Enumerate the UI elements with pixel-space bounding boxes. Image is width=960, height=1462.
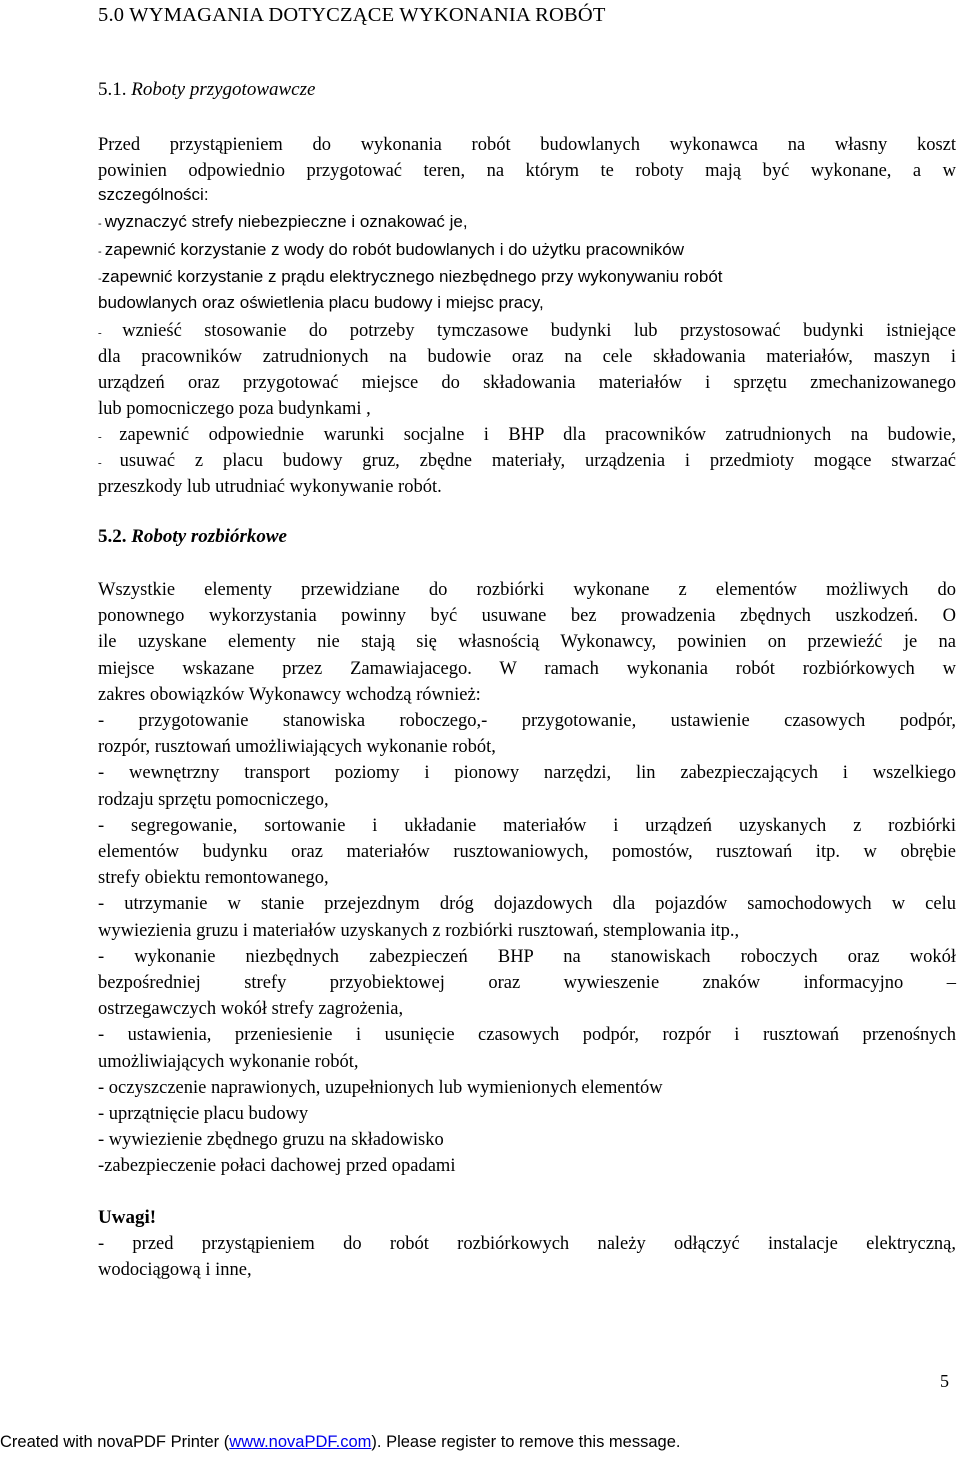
section-5-2-body (98, 577, 956, 1180)
list-item: przeszkody lub utrudniać wykonywanie robót. (98, 477, 442, 497)
footer-prefix: Created with novaPDF Printer ( (0, 1433, 230, 1451)
body-line: rozpór, rusztowań umożliwiających wykonanie robót, (98, 737, 496, 758)
body-line: - segregowanie, sortowanie i układanie materiałów i urządzeń uzyskanych z rozbiórki (98, 815, 956, 836)
body-line: zakres obowiązków Wykonawcy wchodzą również: (98, 684, 481, 705)
body-line: umożliwiających wykonanie robót, (98, 1051, 359, 1072)
section-title: Roboty przygotowawcze (131, 79, 316, 100)
body-line: ponownego wykorzystania powinny być usuwane bez prowadzenia zbędnych uszkodzeń. O (98, 606, 956, 627)
body-line: elementów budynku oraz materiałów rusztowaniowych, pomostów, rusztowań itp. w obrębie (98, 842, 956, 863)
body-line: Wszystkie elementy przewidziane do rozbiórki wykonane z elementów możliwych do (98, 580, 956, 600)
section-5-1-intro (98, 133, 956, 185)
notes-title: Uwagi! (98, 1207, 157, 1228)
body-line: miejsce wskazane przez Zamawiajacego. W ramach wykonania robót rozbiórkowych w (98, 658, 956, 679)
body-line: bezpośredniej strefy przyobiektowej oraz wywieszenie znaków informacyjno – (98, 973, 956, 994)
list-item: - zapewnić korzystanie z wody do robót budowlanych i do użytku pracowników (98, 240, 684, 259)
section-5-2-heading (98, 526, 287, 548)
intro-line: Przed przystąpieniem do wykonania robót budowlanych wykonawca na własny koszt (98, 135, 956, 155)
body-line: rodzaju sprzętu pomocniczego, (98, 789, 329, 810)
notes-line: wodociągową i inne, (98, 1259, 252, 1280)
print-footer (0, 1433, 680, 1452)
body-line: ile uzyskane elementy nie stają się własnością Wykonawcy, powinien on przewieźć je na (98, 632, 956, 653)
list-item: - wznieść stosowanie do potrzeby tymczasowe budynki lub przystosować budynki istniejące (98, 321, 956, 341)
body-line: - oczyszczenie naprawionych, uzupełnionych lub wymienionych elementów (98, 1077, 663, 1098)
list-item: - wyznaczyć strefy niebezpieczne i oznakować je, (98, 212, 468, 231)
body-line: - wykonanie niezbędnych zabezpieczeń BHP na stanowiskach roboczych oraz wokół (98, 946, 956, 967)
notes-line: - przed przystąpieniem do robót rozbiórkowych należy odłączyć instalacje elektryczną, (98, 1234, 956, 1254)
intro-line: powinien odpowiednio przygotować teren, na którym te roboty mają być wykonane, a w (98, 160, 956, 181)
body-line: wywiezienia gruzu i materiałów uzyskanych z rozbiórki rusztowań, stemplowania itp., (98, 920, 740, 941)
footer-link[interactable]: www.novaPDF.com (229, 1433, 372, 1451)
list-item: lub pomocniczego poza budynkami , (98, 399, 371, 419)
body-line: - utrzymanie w stanie przejezdnym dróg dojazdowych dla pojazdów samochodowych w celu (98, 894, 956, 915)
section-number: 5.2. (98, 526, 127, 547)
body-line: strefy obiektu remontowanego, (98, 868, 329, 889)
body-line: - ustawienia, przeniesienie i usunięcie czasowych podpór, rozpór i rusztowań przenośnych (98, 1025, 956, 1046)
list-item: - zapewnić odpowiednie warunki socjalne i BHP dla pracowników zatrudnionych na budowie, (98, 425, 956, 445)
body-line: - wewnętrzny transport poziomy i pionowy narzędzi, lin zabezpieczających i wszelkiego (98, 763, 956, 784)
footer-suffix: ). Please register to remove this message. (371, 1433, 681, 1451)
list-item: dla pracowników zatrudnionych na budowie oraz na cele składowania materiałów, maszyn i (98, 347, 956, 367)
body-line: - przygotowanie stanowiska roboczego,- przygotowanie, ustawienie czasowych podpór, (98, 711, 956, 732)
section-5-1-heading (98, 79, 315, 101)
body-line: -zabezpieczenie połaci dachowej przed opadami (98, 1156, 456, 1177)
section-title: Roboty rozbiórkowe (131, 526, 287, 547)
section-number: 5.1. (98, 79, 127, 100)
page-number: 5 (940, 1371, 949, 1391)
list-item: budowlanych oraz oświetlenia placu budowy i miejsc pracy, (98, 293, 544, 312)
list-item: -zapewnić korzystanie z prądu elektrycznego niezbędnego przy wykonywaniu robót (98, 267, 723, 286)
notes-body (98, 1232, 956, 1284)
body-line: ostrzegawczych wokół strefy zagrożenia, (98, 999, 404, 1020)
list-item: urządzeń oraz przygotować miejsce do składowania materiałów i sprzętu zmechanizowanego (98, 373, 956, 393)
document-heading: 5.0 WYMAGANIA DOTYCZĄCE WYKONANIA ROBÓT (98, 4, 606, 26)
body-line: - uprzątnięcie placu budowy (98, 1104, 309, 1125)
intro-last-line: szczególności: (98, 185, 209, 204)
list-item: - usuwać z placu budowy gruz, zbędne materiały, urządzenia i przedmioty mogące stwarzać (98, 451, 956, 471)
body-line: - wywiezienie zbędnego gruzu na składowisko (98, 1130, 444, 1151)
